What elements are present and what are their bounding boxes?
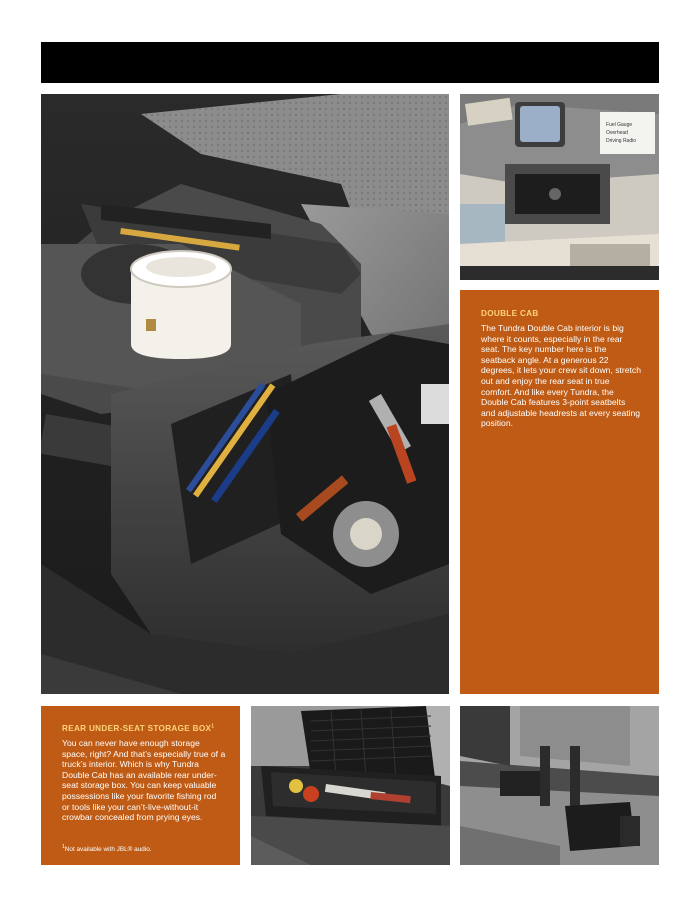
header-bar — [41, 42, 659, 83]
double-cab-heading: DOUBLE CAB — [481, 309, 539, 318]
storage-box-body: You can never have enough storage space, right? And that’s especially true of a truck’s interior. Which is why Tundra Double Cab has an available rear under-seat storage box. You can keep valuable possessions like your favorite fishing rod or tools like your can’t-live-without-it crowbar concealed from prying eyes. — [62, 738, 226, 823]
visor-note-line3: Driving Radio — [606, 138, 637, 144]
storage-box-panel — [41, 706, 240, 865]
storage-box-heading — [62, 724, 226, 733]
double-cab-panel — [460, 290, 659, 694]
storage-box-heading-mark: 1 — [211, 723, 215, 730]
double-cab-body: The Tundra Double Cab interior is big where it counts, especially in the rear seat. The key number here is the seatback angle. At a generous 22 degrees, it lets your crew sit down, stretch out and enjoy the rear seat in true comfort. And like every Tundra, the Double Cab features 3-point seatbelts and adjustable headrests at every seating position. — [481, 323, 642, 429]
storage-box-footnote — [62, 843, 152, 853]
visor-note-line1: Fuel Gauge — [606, 122, 633, 128]
center-console-photo — [41, 94, 449, 694]
storage-box-open-photo — [251, 706, 450, 865]
footnote-text: Not available with JBL® audio. — [64, 846, 152, 853]
footnote-mark: 1 — [62, 843, 65, 850]
storage-box-heading-text: REAR UNDER-SEAT STORAGE BOX — [62, 724, 212, 733]
storage-box-closed-photo — [460, 706, 659, 865]
visor-note-line2: Overhead — [606, 130, 628, 136]
overhead-console-photo — [460, 94, 659, 280]
